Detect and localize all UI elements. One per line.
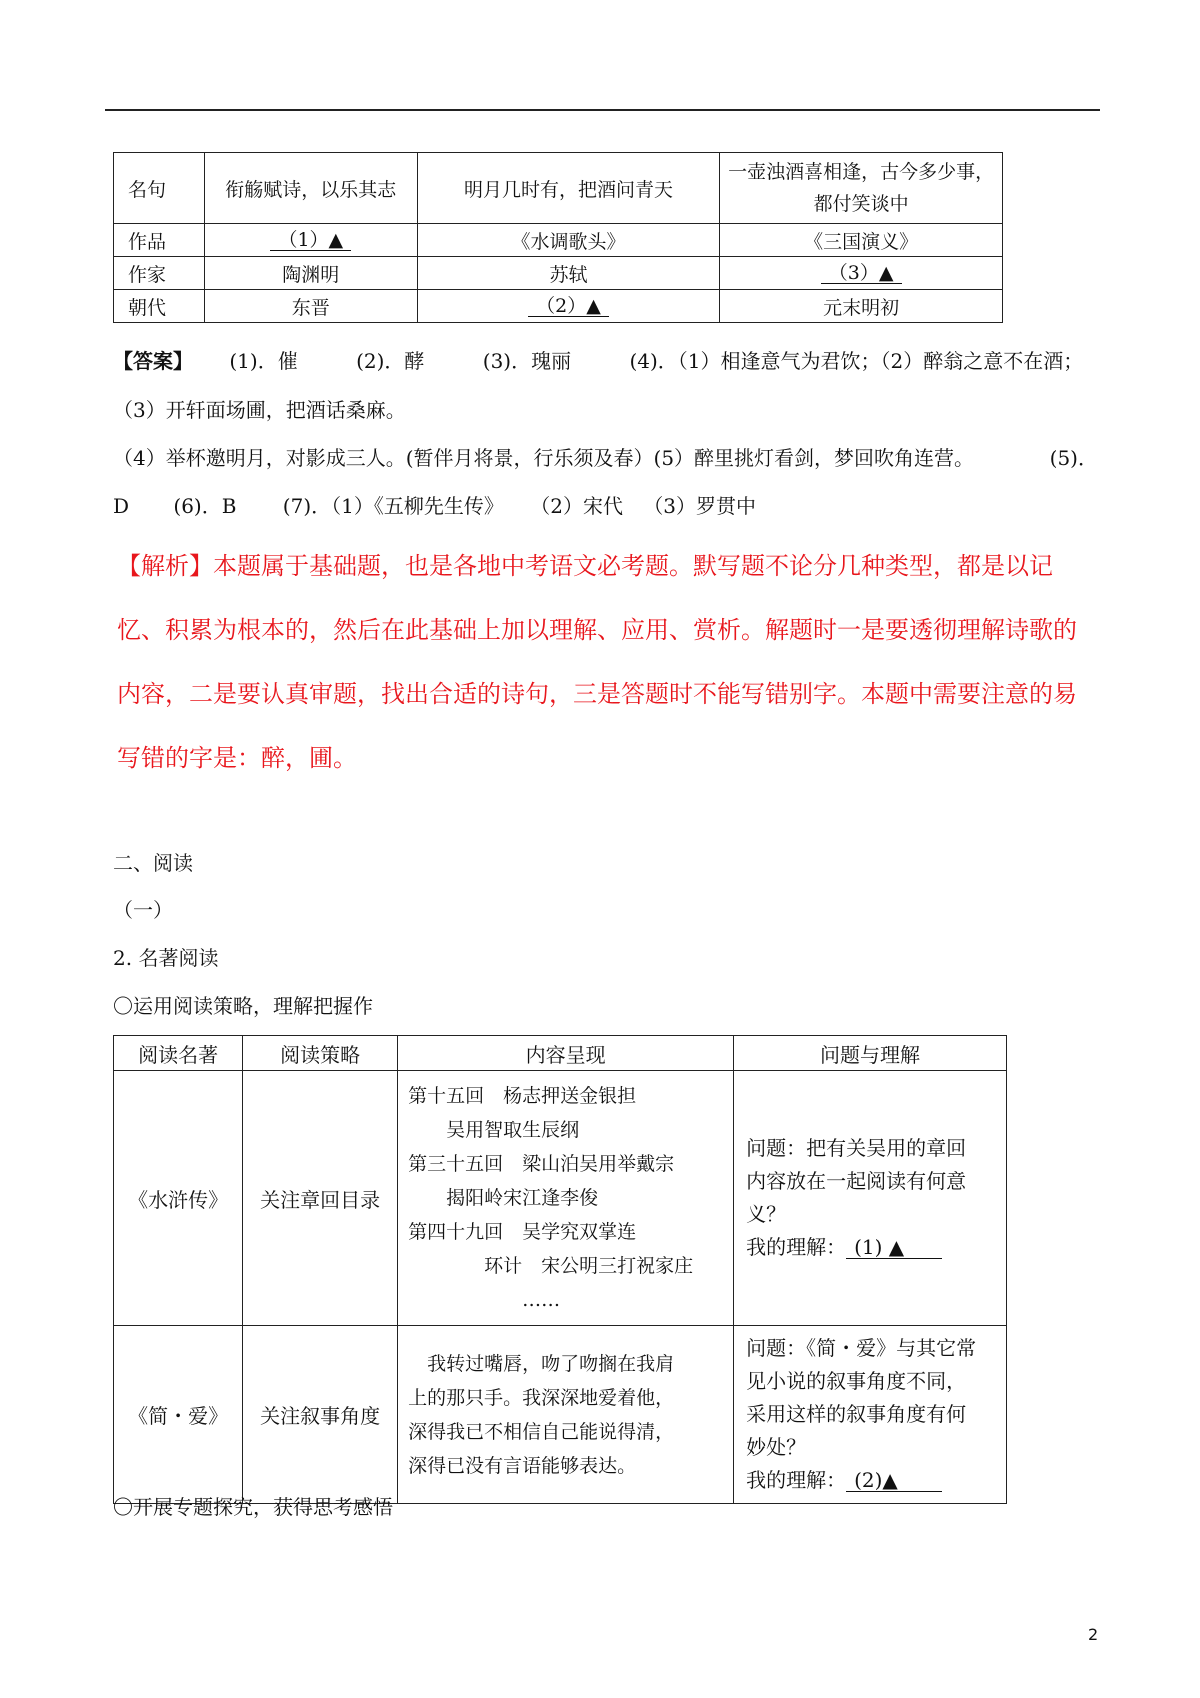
header-cell: 问题与理解 (734, 1036, 1007, 1071)
quote-table-row (114, 224, 1003, 257)
answer-item: (3)．瑰丽 (482, 349, 572, 373)
question-line: 问题：《简・爱》与其它常 (746, 1336, 977, 1360)
answer-line-2: （3）开轩面场圃，把酒话桑麻。 (113, 398, 406, 422)
answer-item: (1)．催 (229, 349, 298, 373)
my-understanding-label: 我的理解： (746, 1235, 847, 1259)
answer-line-4 (113, 492, 1098, 520)
reading-table (113, 1035, 1007, 1504)
content-line: 第四十九回 吴学究双掌连 (408, 1221, 637, 1243)
answer-item: (2)．酵 (356, 349, 425, 373)
content-line: 上的那只手。我深深地爱着他， (408, 1386, 675, 1409)
blank-2: （2）▲ (528, 296, 609, 318)
row-label: 作品 (114, 224, 205, 257)
answer-blank-2: (2)▲ (846, 1469, 942, 1492)
answer-item: （3）罗贯中 (643, 494, 757, 518)
quote-table-header-col2: 明月几时有，把酒问青天 (417, 153, 720, 224)
answer-item: （2）宋代 (530, 494, 623, 518)
cell (417, 290, 720, 323)
answer-item: (7)．（1）《五柳先生传》 (282, 494, 504, 518)
bullet-text: 〇开展专题探究，获得思考感悟 (113, 1495, 393, 1519)
quote-table-header-col1: 衔觞赋诗，以乐其志 (204, 153, 417, 224)
section-subheading: （一） (113, 898, 173, 922)
content-line: 深得已没有言语能够表达。 (408, 1454, 637, 1477)
bullet-text: 〇运用阅读策略，理解把握作 (113, 994, 373, 1018)
cell: 元末明初 (720, 290, 1003, 323)
strategy-cell: 关注章回目录 (243, 1071, 398, 1326)
header-rule (105, 109, 1100, 111)
my-understanding (746, 1231, 994, 1264)
blank-1: （1）▲ (270, 230, 351, 252)
content-line: 第十五回 杨志押送金银担 (408, 1085, 637, 1107)
cell (204, 224, 417, 257)
question-line: 采用这样的叙事角度有何 (746, 1402, 967, 1426)
cell: 《水调歌头》 (417, 224, 720, 257)
content-line: 揭阳岭宋江逢李俊 (408, 1187, 599, 1209)
content-line: …… (408, 1289, 561, 1311)
quote-table (113, 152, 1003, 323)
quote-table-header-label: 名句 (114, 153, 205, 224)
answer-item: （4）举杯邀明月，对影成三人。(暂伴月将景，行乐须及春）(5）醉里挑灯看剑，梦回吹角连营。 (113, 446, 975, 470)
strategy-cell: 关注叙事角度 (243, 1326, 398, 1504)
my-understanding (746, 1464, 994, 1497)
cell (720, 257, 1003, 290)
content-line: 环计 宋公明三打祝家庄 (408, 1255, 694, 1277)
analysis-paragraph: 【解析】本题属于基础题，也是各地中考语文必考题。默写题不论分几种类型，都是以记忆、积累为根本的，然后在此基础上加以理解、应用、赏析。解题时一是要透彻理解诗歌的内容，二是要认真审题，找出合适的诗句，三是答题时不能写错别字。本题中需要注意的易写错的字是：醉，圃。 (117, 552, 1077, 772)
content-line: 我转过嘴唇，吻了吻搁在我肩 (408, 1352, 675, 1375)
cell: 《三国演义》 (720, 224, 1003, 257)
quote-table-row (114, 257, 1003, 290)
answer-line-1 (113, 347, 1098, 375)
answer-label: 【答案】 (113, 349, 193, 373)
content-line: 吴用智取生辰纲 (408, 1119, 580, 1141)
answer-item: (5)． (1049, 446, 1098, 470)
blank-3: （3）▲ (821, 263, 902, 285)
quote-table-row (114, 290, 1003, 323)
answer-line-3 (113, 444, 1098, 472)
header-cell: 内容呈现 (398, 1036, 734, 1071)
content-cell (398, 1071, 734, 1326)
question-line: 问题：把有关吴用的章回 (746, 1136, 967, 1160)
reading-table-header-row (114, 1036, 1007, 1071)
question-line: 见小说的叙事角度不同， (746, 1369, 967, 1393)
question-line: 内容放在一起阅读有何意 (746, 1169, 967, 1193)
row-label: 朝代 (114, 290, 205, 323)
content-line: 深得我已不相信自己能说得清， (408, 1420, 675, 1443)
cell: 东晋 (204, 290, 417, 323)
my-understanding-label: 我的理解： (746, 1468, 847, 1492)
page-number: 2 (1088, 1625, 1099, 1644)
cell: 苏轼 (417, 257, 720, 290)
answer-item: (6)．B (173, 494, 237, 518)
header-cell: 阅读名著 (114, 1036, 243, 1071)
book-cell: 《简・爱》 (114, 1326, 243, 1504)
answer-item: (4)．（1）相逢意气为君饮；（2）醉翁之意不在酒； (629, 349, 1084, 373)
cell: 陶渊明 (204, 257, 417, 290)
content-cell (398, 1326, 734, 1504)
question-line: 义？ (746, 1202, 787, 1226)
header-cell: 阅读策略 (243, 1036, 398, 1071)
row-label: 作家 (114, 257, 205, 290)
section-heading: 二、阅读 (113, 851, 193, 875)
book-cell: 《水浒传》 (114, 1071, 243, 1326)
question-cell (734, 1071, 1007, 1326)
answer-blank-1: (1) ▲ (846, 1236, 942, 1259)
answer-item: D (113, 494, 130, 518)
question-cell (734, 1326, 1007, 1504)
reading-table-row (114, 1071, 1007, 1326)
content-line: 第三十五回 梁山泊吴用举戴宗 (408, 1153, 675, 1175)
question-line: 妙处？ (746, 1435, 807, 1459)
quote-table-header-row (114, 153, 1003, 224)
quote-table-header-col3: 一壶浊酒喜相逢，古今多少事，都付笑谈中 (720, 153, 1003, 224)
question-title: 2. 名著阅读 (113, 946, 219, 970)
reading-table-row (114, 1326, 1007, 1504)
